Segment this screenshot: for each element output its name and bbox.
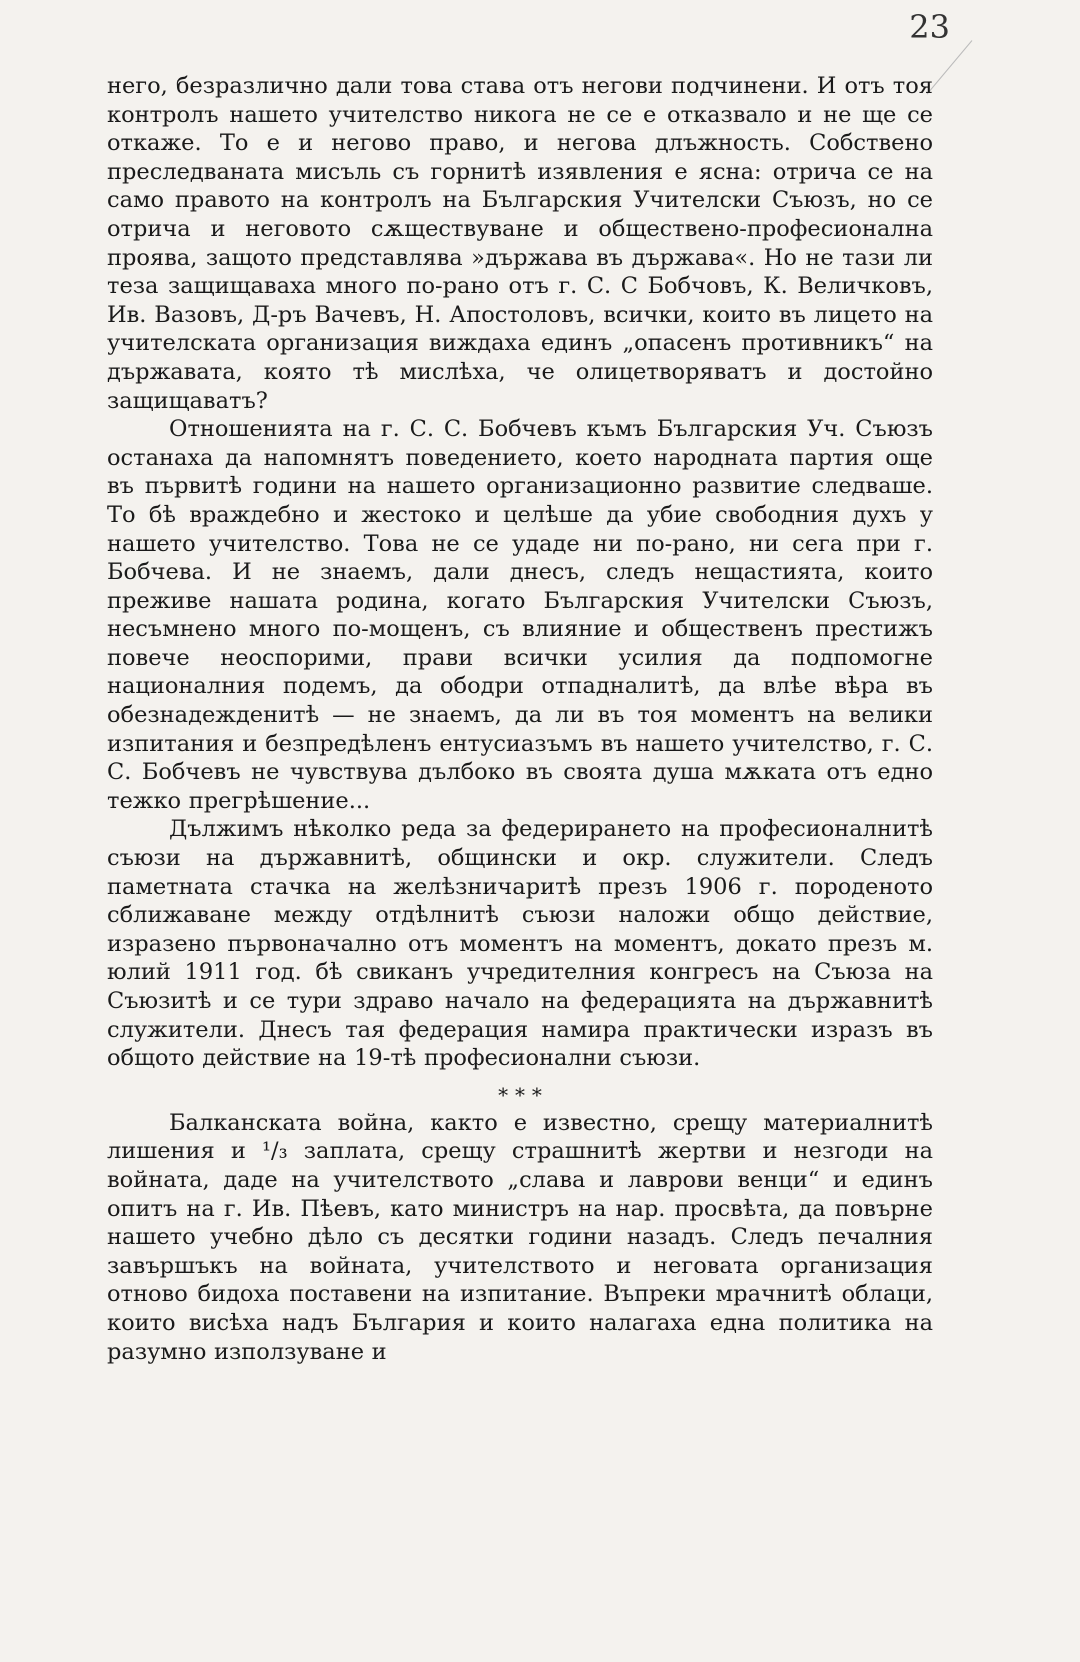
page-number: 23 [909, 8, 950, 46]
margin-pencil-mark [927, 40, 973, 94]
separator-stars: * * * [498, 1082, 542, 1107]
section-separator [107, 1082, 933, 1107]
paragraph-1: него, безразлично дали това става отъ негови подчинени. И отъ тоя контролъ нашето учителство никога не се е отказвало и не ще се откаже. То е и негово право, и негова длъжность. Собствено преследваната мисъль съ горнитѣ изявления е ясна: отрича се на само правото на контролъ на Българския Учителски Съюзъ, но се отрича и неговото сѫществуване и обществено-професионална проява, защото представлява »държава въ държава«. Но не тази ли теза защищаваха много по-рано отъ г. С. С Бобчовъ, К. Величковъ, Ив. Вазовъ, Д-ръ Вачевъ, Н. Апостоловъ, всички, които въ лицето на учителската организация виждаха единъ „опасенъ противникъ“ на държавата, която тѣ мислѣха, че олицетворяватъ и достойно защищаватъ? [107, 73, 933, 414]
paragraph-2: Отношенията на г. С. С. Бобчевъ къмъ Българския Уч. Съюзъ останаха да напомнятъ поведението, което народната партия още въ първитѣ години на нашето организационно развитие следваше. То бѣ враждебно и жестоко и целѣше да убие свободния духъ у нашето учителство. Това не се удаде ни по-рано, ни сега при г. Бобчева. И не знаемъ, дали днесъ, следъ нещастията, които преживе нашата родина, когато Българския Учителски Съюзъ, несъмнено много по-мощенъ, съ влияние и общественъ престижъ повече неоспорими, прави всички усилия да подпомогне националния подемъ, да ободри отпадналитѣ, да влѣе вѣра въ обезнадежденитѣ — не знаемъ, да ли въ тоя моментъ на велики изпитания и безпредѣленъ ентусиазъмъ въ нашето учителство, г. С. С. Бобчевъ не чувствува дълбоко въ своята душа мѫката отъ едно тежко прегрѣшение... [107, 416, 933, 814]
paragraph-4: Балканската война, както е известно, срещу материалнитѣ лишения и ¹/₃ заплата, срещу страшнитѣ жертви и незгоди на войната, даде на учителството „слава и лаврови венци“ и единъ опитъ на г. Ив. Пѣевъ, като министръ на нар. просвѣта, да повърне нашето учебно дѣло съ десятки години назадъ. Следъ печалния завършъкъ на войната, учителството и неговата организация отново бидоха поставени на изпитание. Въпреки мрачнитѣ облаци, които висѣха надъ България и които налагаха една политика на разумно използуване и [107, 1109, 933, 1365]
document-body [107, 72, 933, 1366]
paragraph-3: Дължимъ нѣколко реда за федерирането на професионалнитѣ съюзи на държавнитѣ, общински и окр. служители. Следъ паметната стачка на желѣзничаритѣ презъ 1906 г. породеното сближаване между отдѣлнитѣ съюзи наложи общо действие, изразено първоначално отъ моментъ на моментъ, докато презъ м. юлий 1911 год. бѣ свиканъ учредителния конгресъ на Съюза на Съюзитѣ и се тури здраво начало на федерацията на държавнитѣ служители. Днесъ тая федерация намира практически изразъ въ общото действие на 19-тѣ професионални съюзи. [107, 816, 933, 1072]
